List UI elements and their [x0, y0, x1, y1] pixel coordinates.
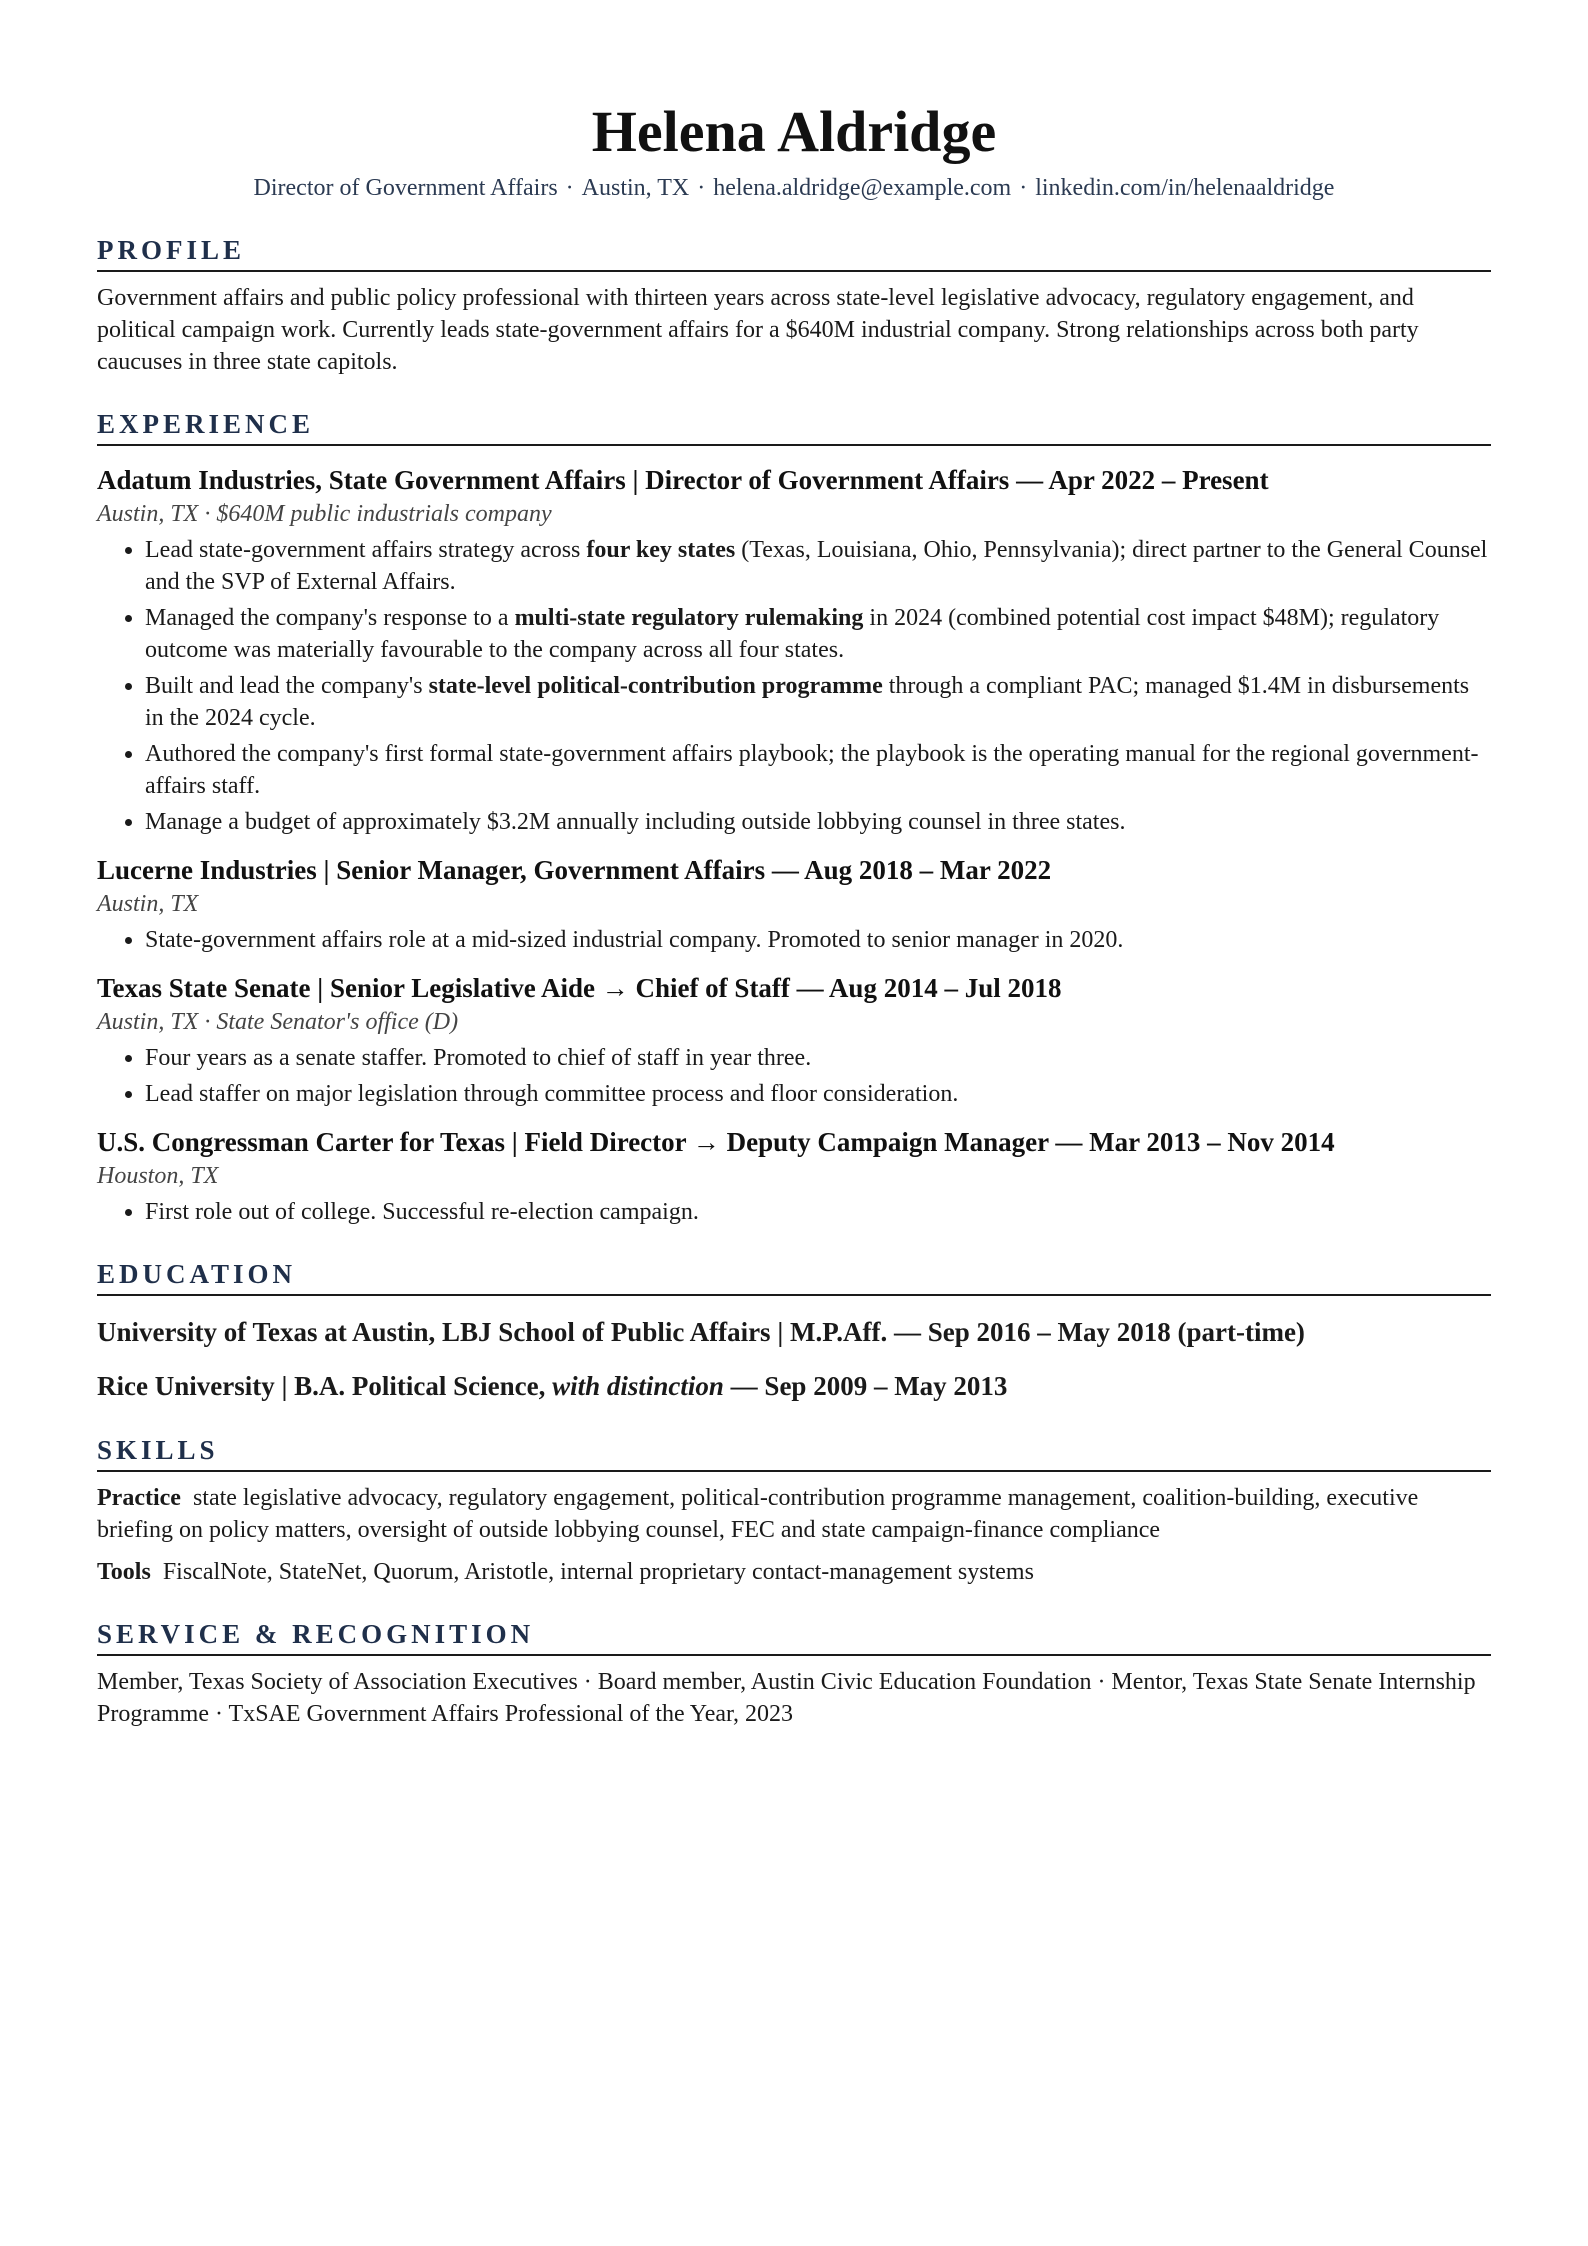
skills-section: [97, 1434, 1491, 1588]
education-entry: [97, 1314, 1491, 1350]
contact-email[interactable]: helena.aldridge@example.com: [713, 175, 1012, 201]
bullet-text: Authored the company's first formal state-government affairs playbook; the playbook is the operating manual for the regional government-affairs staff.: [145, 741, 1479, 799]
job-heading: Adatum Industries, State Government Affairs | Director of Government Affairs — Apr 2022 – Present: [97, 465, 1269, 495]
profile-section: [97, 234, 1491, 378]
job-heading: Texas State Senate | Senior Legislative Aide → Chief of Staff — Aug 2014 – Jul 2018: [97, 973, 1062, 1003]
profile-text: Government affairs and public policy professional with thirteen years across state-level legislative advocacy, regulatory engagement, and political campaign work. Currently leads state-government affairs for a $640M industrial company. Strong relationships across both party caucuses in three state capitols.: [97, 285, 1419, 375]
education-honor: with distinction: [552, 1371, 724, 1401]
section-title-education: EDUCATION: [97, 1258, 1491, 1296]
job-subheading: Austin, TX: [97, 891, 199, 917]
job-heading: U.S. Congressman Carter for Texas | Field Director → Deputy Campaign Manager — Mar 2013 – Nov 2014: [97, 1127, 1335, 1157]
job-heading: Lucerne Industries | Senior Manager, Government Affairs — Aug 2018 – Mar 2022: [97, 855, 1052, 885]
job-bullets: [97, 1042, 1491, 1110]
job-subheading: Austin, TX · State Senator's office (D): [97, 1009, 459, 1035]
job-bullet: [145, 1196, 1491, 1228]
job-bullet: [145, 738, 1491, 802]
bullet-text: Managed the company's response to a: [145, 605, 515, 631]
skill-text: FiscalNote, StateNet, Quorum, Aristotle, internal proprietary contact-management systems: [162, 1559, 1034, 1585]
section-title-service: SERVICE & RECOGNITION: [97, 1618, 1491, 1656]
contact-separator: ·: [697, 175, 706, 201]
education-text: University of Texas at Austin, LBJ School of Public Affairs | M.P.Aff. — Sep 2016 – May 2018 (part-time): [97, 1317, 1305, 1347]
contact-line: [97, 172, 1491, 204]
job-subheading: Austin, TX · $640M public industrials company: [97, 501, 552, 527]
section-title-experience: EXPERIENCE: [97, 408, 1491, 446]
bullet-highlight: four key states: [586, 537, 736, 563]
job-entry: [97, 462, 1491, 838]
service-text: Member, Texas Society of Association Executives · Board member, Austin Civic Education Foundation · Mentor, Texas State Senate Internship Programme · TxSAE Government Affairs Professional of the Year, 2023: [97, 1669, 1476, 1727]
contact-linkedin[interactable]: linkedin.com/in/helenaaldridge: [1035, 175, 1335, 201]
job-entry: [97, 1124, 1491, 1228]
skill-entry: [97, 1482, 1491, 1546]
bullet-text: State-government affairs role at a mid-sized industrial company. Promoted to senior manager in 2020.: [145, 927, 1124, 953]
education-entry: [97, 1368, 1491, 1404]
job-bullet: [145, 1078, 1491, 1110]
job-bullet: [145, 670, 1491, 734]
bullet-text: (Texas, Louisiana, Ohio, Pennsylvania); direct partner to the General Counsel and the SVP of External Affairs.: [145, 537, 1488, 595]
job-entry: [97, 970, 1491, 1110]
job-bullets: [97, 1196, 1491, 1228]
skill-entry: [97, 1556, 1491, 1588]
job-bullets: [97, 924, 1491, 956]
candidate-name: Helena Aldridge: [591, 99, 997, 164]
contact-location: Austin, TX: [581, 175, 690, 201]
experience-section: [97, 408, 1491, 1228]
job-bullet: [145, 924, 1491, 956]
skills-list: [97, 1482, 1491, 1588]
education-text: Rice University | B.A. Political Science,: [97, 1371, 553, 1401]
job-bullet: [145, 806, 1491, 838]
bullet-text: Lead state-government affairs strategy across: [145, 537, 587, 563]
bullet-text: Built and lead the company's: [145, 673, 429, 699]
bullet-text: through a compliant PAC; managed $1.4M in disbursements in the 2024 cycle.: [145, 673, 1470, 731]
skill-label: Tools: [97, 1559, 151, 1585]
skill-text: state legislative advocacy, regulatory engagement, political-contribution programme management, coalition-building, executive briefing on policy matters, oversight of outside lobbying counsel, FEC and state campaign-finance compliance: [97, 1485, 1419, 1543]
bullet-text: Lead staffer on major legislation through committee process and floor consideration.: [145, 1081, 959, 1107]
job-bullet: [145, 602, 1491, 666]
bullet-text: Four years as a senate staffer. Promoted to chief of staff in year three.: [145, 1045, 812, 1071]
bullet-text: First role out of college. Successful re-election campaign.: [145, 1199, 699, 1225]
job-bullet: [145, 1042, 1491, 1074]
section-title-skills: SKILLS: [97, 1434, 1491, 1472]
bullet-highlight: multi-state regulatory rulemaking: [514, 605, 864, 631]
education-list: [97, 1314, 1491, 1404]
contact-separator: ·: [565, 175, 574, 201]
job-bullets: [97, 534, 1491, 838]
job-list: [97, 462, 1491, 1228]
bullet-text: Manage a budget of approximately $3.2M annually including outside lobbying counsel in three states.: [145, 809, 1126, 835]
job-bullet: [145, 534, 1491, 598]
contact-title: Director of Government Affairs: [253, 175, 558, 201]
bullet-text: in 2024 (combined potential cost impact $48M); regulatory outcome was materially favourable to the company across all four states.: [145, 605, 1440, 663]
contact-separator: ·: [1019, 175, 1028, 201]
job-subheading: Houston, TX: [97, 1163, 219, 1189]
education-section: [97, 1258, 1491, 1404]
bullet-highlight: state-level political-contribution programme: [428, 673, 883, 699]
skill-label: Practice: [97, 1485, 181, 1511]
job-entry: [97, 852, 1491, 956]
service-section: [97, 1618, 1491, 1730]
section-title-profile: PROFILE: [97, 234, 1491, 272]
education-text: — Sep 2009 – May 2013: [723, 1371, 1008, 1401]
